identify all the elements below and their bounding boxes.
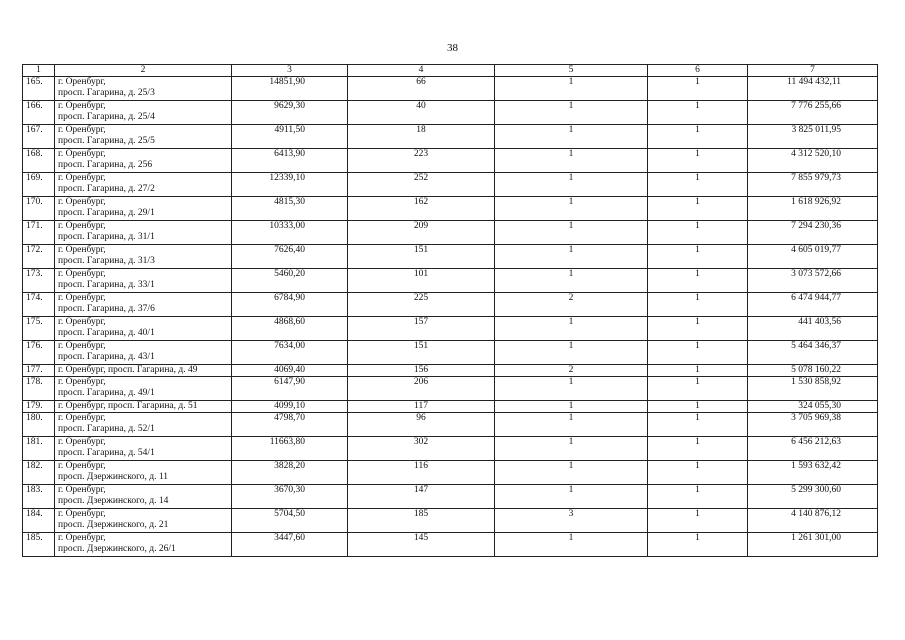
table-row xyxy=(23,245,878,269)
row-number: 173. xyxy=(23,269,55,293)
address-line-1: г. Оренбург, xyxy=(58,245,106,255)
col-3-value: 12339,10 xyxy=(232,173,348,197)
row-number: 172. xyxy=(23,245,55,269)
address-cell xyxy=(55,293,232,317)
col-7-value: 3 073 572,66 xyxy=(748,269,878,293)
col-7-value: 441 403,56 xyxy=(748,317,878,341)
col-3-value: 4798,70 xyxy=(232,413,348,437)
row-number: 165. xyxy=(23,77,55,101)
row-number: 176. xyxy=(23,341,55,365)
row-number: 178. xyxy=(23,377,55,401)
address-line-1: г. Оренбург, xyxy=(58,77,106,87)
col-5-value: 1 xyxy=(495,149,648,173)
col-4-value: 157 xyxy=(348,317,495,341)
col-6-value: 1 xyxy=(648,437,748,461)
table-row xyxy=(23,317,878,341)
row-number: 180. xyxy=(23,413,55,437)
col-6-value: 1 xyxy=(648,461,748,485)
col-4-value: 156 xyxy=(348,365,495,377)
table-row xyxy=(23,485,878,509)
col-6-value: 1 xyxy=(648,245,748,269)
col-7-value: 1 261 301,00 xyxy=(748,533,878,557)
address-line-2: просп. Гагарина, д. 29/1 xyxy=(58,208,155,218)
col-3-value: 9629,30 xyxy=(232,101,348,125)
address-line-1: г. Оренбург, xyxy=(58,377,106,387)
address-line-1: г. Оренбург, xyxy=(58,509,106,519)
address-line-2: просп. Гагарина, д. 33/1 xyxy=(58,280,155,290)
col-4-value: 151 xyxy=(348,245,495,269)
address-line-1: г. Оренбург, xyxy=(58,197,106,207)
address-line-1: г. Оренбург, xyxy=(58,317,106,327)
table-row xyxy=(23,149,878,173)
address-line-1: г. Оренбург, xyxy=(58,293,106,303)
col-4-value: 96 xyxy=(348,413,495,437)
table-row xyxy=(23,401,878,413)
col-7-value: 7 294 230,36 xyxy=(748,221,878,245)
col-3-value: 14851,90 xyxy=(232,77,348,101)
address-cell xyxy=(55,341,232,365)
address-cell xyxy=(55,509,232,533)
address-line-1: г. Оренбург, xyxy=(58,221,106,231)
col-6-value: 1 xyxy=(648,197,748,221)
col-3-value: 10333,00 xyxy=(232,221,348,245)
col-4-value: 101 xyxy=(348,269,495,293)
address-line-2: просп. Гагарина, д. 25/3 xyxy=(58,88,155,98)
header-col-5: 5 xyxy=(495,65,648,77)
col-7-value: 4 605 019,77 xyxy=(748,245,878,269)
col-4-value: 162 xyxy=(348,197,495,221)
col-6-value: 1 xyxy=(648,365,748,377)
col-4-value: 147 xyxy=(348,485,495,509)
address-cell xyxy=(55,461,232,485)
row-number: 171. xyxy=(23,221,55,245)
col-3-value: 6147,90 xyxy=(232,377,348,401)
address-cell xyxy=(55,269,232,293)
address-line-2: просп. Гагарина, д. 31/3 xyxy=(58,256,155,266)
col-7-value: 5 299 300,60 xyxy=(748,485,878,509)
col-7-value: 6 474 944,77 xyxy=(748,293,878,317)
col-7-value: 7 855 979,73 xyxy=(748,173,878,197)
col-6-value: 1 xyxy=(648,377,748,401)
table-row xyxy=(23,173,878,197)
col-4-value: 117 xyxy=(348,401,495,413)
col-7-value: 324 055,30 xyxy=(748,401,878,413)
col-6-value: 1 xyxy=(648,149,748,173)
col-6-value: 1 xyxy=(648,485,748,509)
table-row xyxy=(23,533,878,557)
col-3-value: 6784,90 xyxy=(232,293,348,317)
col-6-value: 1 xyxy=(648,77,748,101)
col-3-value: 7626,40 xyxy=(232,245,348,269)
col-6-value: 1 xyxy=(648,101,748,125)
address-line-2: просп. Гагарина, д. 40/1 xyxy=(58,328,155,338)
table-row xyxy=(23,221,878,245)
row-number: 175. xyxy=(23,317,55,341)
address-line-2: просп. Гагарина, д. 52/1 xyxy=(58,424,155,434)
col-3-value: 3828,20 xyxy=(232,461,348,485)
address-line-1: г. Оренбург, xyxy=(58,101,106,111)
col-5-value: 1 xyxy=(495,437,648,461)
table-row xyxy=(23,461,878,485)
col-5-value: 1 xyxy=(495,77,648,101)
col-3-value: 7634,00 xyxy=(232,341,348,365)
header-col-2: 2 xyxy=(55,65,232,77)
table-row xyxy=(23,377,878,401)
col-6-value: 1 xyxy=(648,125,748,149)
col-5-value: 1 xyxy=(495,317,648,341)
row-number: 169. xyxy=(23,173,55,197)
col-4-value: 225 xyxy=(348,293,495,317)
col-4-value: 223 xyxy=(348,149,495,173)
address-cell xyxy=(55,221,232,245)
col-6-value: 1 xyxy=(648,413,748,437)
table-row xyxy=(23,437,878,461)
col-5-value: 1 xyxy=(495,413,648,437)
table-row xyxy=(23,293,878,317)
col-6-value: 1 xyxy=(648,221,748,245)
col-7-value: 5 078 160,22 xyxy=(748,365,878,377)
address-line-2: просп. Гагарина, д. 27/2 xyxy=(58,184,155,194)
row-number: 184. xyxy=(23,509,55,533)
address-line-2: просп. Дзержинского, д. 26/1 xyxy=(58,544,176,554)
address-line-1: г. Оренбург, xyxy=(58,269,106,279)
address-cell xyxy=(55,377,232,401)
col-6-value: 1 xyxy=(648,533,748,557)
table-row xyxy=(23,413,878,437)
col-6-value: 1 xyxy=(648,341,748,365)
table-row xyxy=(23,125,878,149)
col-7-value: 11 494 432,11 xyxy=(748,77,878,101)
col-7-value: 4 312 520,10 xyxy=(748,149,878,173)
address-line-2: просп. Гагарина, д. 37/6 xyxy=(58,304,155,314)
address-line-1: г. Оренбург, xyxy=(58,461,106,471)
address-line-2: просп. Дзержинского, д. 11 xyxy=(58,472,169,482)
col-4-value: 145 xyxy=(348,533,495,557)
header-col-7: 7 xyxy=(748,65,878,77)
address-line-1: г. Оренбург, xyxy=(58,533,106,543)
table-row xyxy=(23,269,878,293)
col-3-value: 4099,10 xyxy=(232,401,348,413)
address-cell xyxy=(55,245,232,269)
table-row xyxy=(23,197,878,221)
address-cell xyxy=(55,485,232,509)
address-line-2: просп. Гагарина, д. 25/5 xyxy=(58,136,155,146)
header-col-6: 6 xyxy=(648,65,748,77)
address-line-1: г. Оренбург, xyxy=(58,125,106,135)
col-7-value: 1 618 926,92 xyxy=(748,197,878,221)
col-7-value: 3 825 011,95 xyxy=(748,125,878,149)
row-number: 185. xyxy=(23,533,55,557)
col-4-value: 209 xyxy=(348,221,495,245)
col-6-value: 1 xyxy=(648,293,748,317)
header-row xyxy=(23,65,878,77)
row-number: 167. xyxy=(23,125,55,149)
col-4-value: 116 xyxy=(348,461,495,485)
col-4-value: 18 xyxy=(348,125,495,149)
address-line-1: г. Оренбург, xyxy=(58,437,106,447)
address-cell xyxy=(55,197,232,221)
address-line-1: г. Оренбург, xyxy=(58,149,106,159)
col-5-value: 1 xyxy=(495,377,648,401)
row-number: 170. xyxy=(23,197,55,221)
row-number: 166. xyxy=(23,101,55,125)
table-row xyxy=(23,101,878,125)
address-line-1: г. Оренбург, xyxy=(58,341,106,351)
col-3-value: 4815,30 xyxy=(232,197,348,221)
address-cell xyxy=(55,437,232,461)
address-cell xyxy=(55,413,232,437)
col-5-value: 2 xyxy=(495,293,648,317)
col-7-value: 5 464 346,37 xyxy=(748,341,878,365)
col-3-value: 3447,60 xyxy=(232,533,348,557)
col-5-value: 1 xyxy=(495,269,648,293)
row-number: 182. xyxy=(23,461,55,485)
housing-table xyxy=(22,64,878,557)
col-7-value: 6 456 212,63 xyxy=(748,437,878,461)
row-number: 177. xyxy=(23,365,55,377)
col-5-value: 1 xyxy=(495,401,648,413)
address-line-1: г. Оренбург, xyxy=(58,413,106,423)
header-col-1: 1 xyxy=(23,65,55,77)
address-line-2: просп. Гагарина, д. 43/1 xyxy=(58,352,155,362)
col-5-value: 1 xyxy=(495,125,648,149)
address-line-1: г. Оренбург, просп. Гагарина, д. 51 xyxy=(58,401,198,411)
row-number: 168. xyxy=(23,149,55,173)
address-line-2: просп. Гагарина, д. 25/4 xyxy=(58,112,155,122)
address-line-2: просп. Дзержинского, д. 21 xyxy=(58,520,169,530)
col-5-value: 1 xyxy=(495,245,648,269)
address-line-2: просп. Гагарина, д. 49/1 xyxy=(58,388,155,398)
address-cell xyxy=(55,101,232,125)
address-cell xyxy=(55,77,232,101)
address-line-2: просп. Гагарина, д. 31/1 xyxy=(58,232,155,242)
address-cell xyxy=(55,365,232,377)
col-4-value: 206 xyxy=(348,377,495,401)
col-4-value: 252 xyxy=(348,173,495,197)
col-7-value: 1 530 858,92 xyxy=(748,377,878,401)
col-5-value: 3 xyxy=(495,509,648,533)
address-line-2: просп. Гагарина, д. 256 xyxy=(58,160,153,170)
col-3-value: 5460,20 xyxy=(232,269,348,293)
col-3-value: 5704,50 xyxy=(232,509,348,533)
col-7-value: 7 776 255,66 xyxy=(748,101,878,125)
col-5-value: 1 xyxy=(495,533,648,557)
address-cell xyxy=(55,149,232,173)
col-6-value: 1 xyxy=(648,509,748,533)
table-body xyxy=(23,77,878,557)
col-4-value: 302 xyxy=(348,437,495,461)
col-5-value: 1 xyxy=(495,173,648,197)
col-5-value: 1 xyxy=(495,221,648,245)
address-cell xyxy=(55,317,232,341)
page-number: 38 xyxy=(447,42,458,54)
address-line-2: просп. Гагарина, д. 54/1 xyxy=(58,448,155,458)
header-col-4: 4 xyxy=(348,65,495,77)
table-row xyxy=(23,365,878,377)
address-cell xyxy=(55,173,232,197)
col-7-value: 3 705 969,38 xyxy=(748,413,878,437)
col-3-value: 4868,60 xyxy=(232,317,348,341)
col-4-value: 40 xyxy=(348,101,495,125)
col-6-value: 1 xyxy=(648,269,748,293)
col-5-value: 1 xyxy=(495,341,648,365)
col-5-value: 1 xyxy=(495,461,648,485)
address-cell xyxy=(55,401,232,413)
col-3-value: 4911,50 xyxy=(232,125,348,149)
col-4-value: 185 xyxy=(348,509,495,533)
col-4-value: 66 xyxy=(348,77,495,101)
col-7-value: 4 140 876,12 xyxy=(748,509,878,533)
col-5-value: 1 xyxy=(495,101,648,125)
col-5-value: 2 xyxy=(495,365,648,377)
row-number: 183. xyxy=(23,485,55,509)
row-number: 174. xyxy=(23,293,55,317)
address-line-1: г. Оренбург, просп. Гагарина, д. 49 xyxy=(58,365,198,375)
col-6-value: 1 xyxy=(648,317,748,341)
col-5-value: 1 xyxy=(495,197,648,221)
col-3-value: 3670,30 xyxy=(232,485,348,509)
col-3-value: 4069,40 xyxy=(232,365,348,377)
address-line-1: г. Оренбург, xyxy=(58,173,106,183)
col-7-value: 1 593 632,42 xyxy=(748,461,878,485)
address-line-1: г. Оренбург, xyxy=(58,485,106,495)
col-5-value: 1 xyxy=(495,485,648,509)
col-6-value: 1 xyxy=(648,401,748,413)
row-number: 181. xyxy=(23,437,55,461)
address-cell xyxy=(55,533,232,557)
row-number: 179. xyxy=(23,401,55,413)
table-row xyxy=(23,77,878,101)
header-col-3: 3 xyxy=(232,65,348,77)
table-row xyxy=(23,341,878,365)
col-3-value: 11663,80 xyxy=(232,437,348,461)
address-line-2: просп. Дзержинского, д. 14 xyxy=(58,496,169,506)
col-6-value: 1 xyxy=(648,173,748,197)
address-cell xyxy=(55,125,232,149)
col-4-value: 151 xyxy=(348,341,495,365)
col-3-value: 6413,90 xyxy=(232,149,348,173)
table-row xyxy=(23,509,878,533)
